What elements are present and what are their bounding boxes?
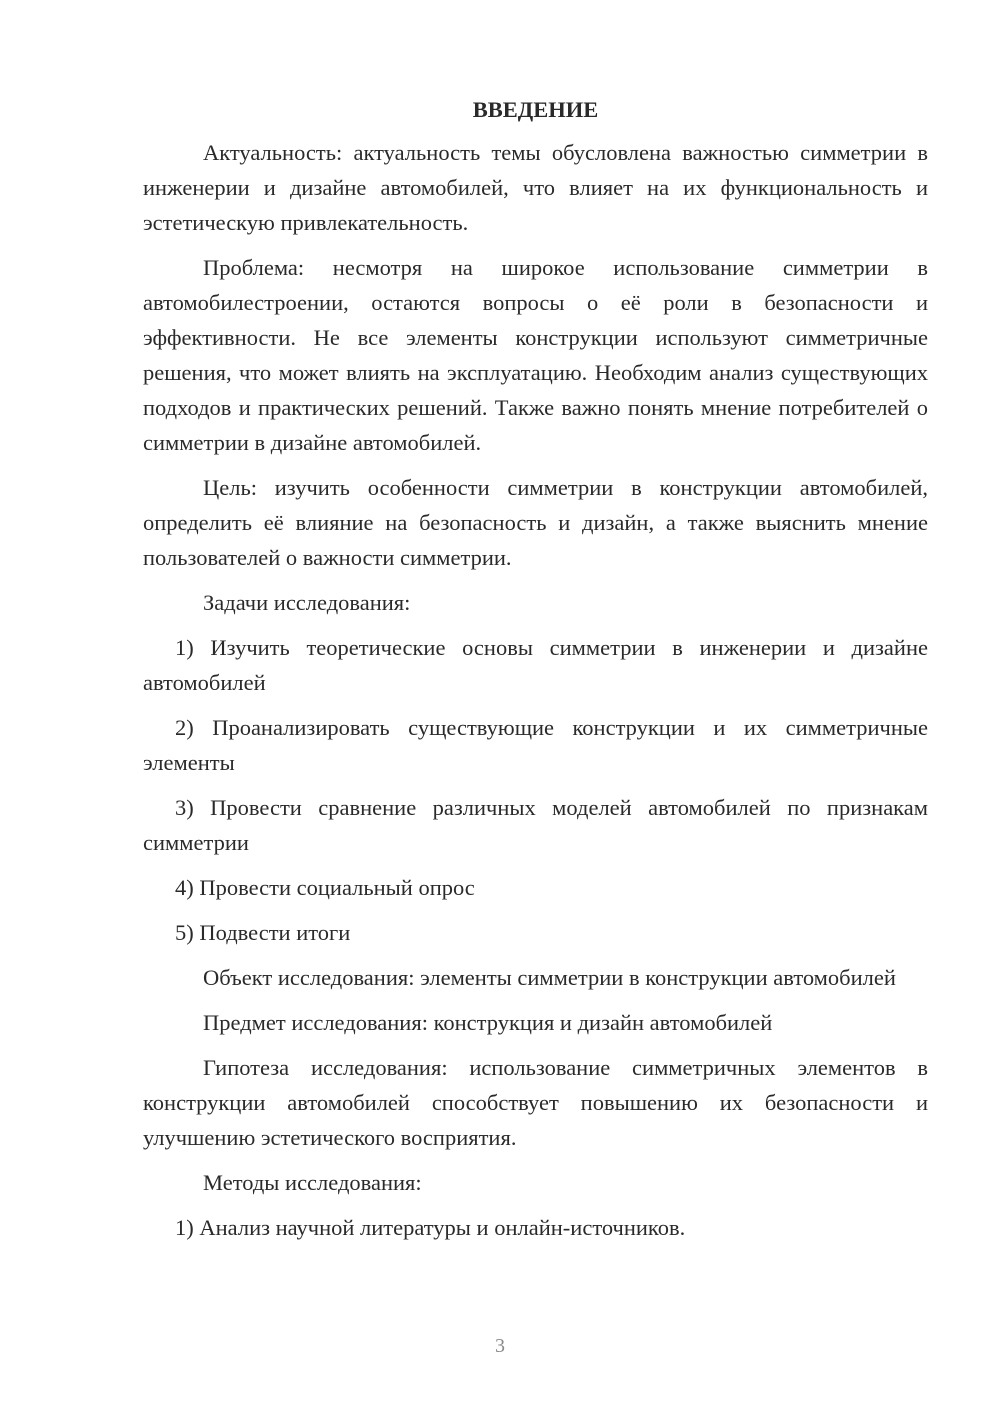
methods-title: Методы исследования:	[203, 1170, 422, 1195]
relevance-paragraph: Актуальность: актуальность темы обусловлена важностью симметрии в инженерии и дизайне автомобилей, что влияет на их функциональность и эстетическую привлекательность.	[143, 140, 928, 235]
hypothesis-paragraph: Гипотеза исследования: использование симметричных элементов в конструкции автомобилей способствует повышению их безопасности и улучшению эстетического восприятия.	[143, 1055, 928, 1150]
document-body	[143, 96, 928, 1255]
task-item-1: 1) Изучить теоретические основы симметрии в инженерии и дизайне автомобилей	[143, 635, 928, 695]
goal-paragraph: Цель: изучить особенности симметрии в конструкции автомобилей, определить её влияние на безопасность и дизайн, а также выяснить мнение пользователей о важности симметрии.	[143, 475, 928, 570]
subject-paragraph: Предмет исследования: конструкция и дизайн автомобилей	[203, 1010, 773, 1035]
task-item-2: 2) Проанализировать существующие конструкции и их симметричные элементы	[143, 715, 928, 775]
task-item-5: 5) Подвести итоги	[175, 920, 351, 945]
tasks-title: Задачи исследования:	[203, 590, 411, 615]
object-paragraph: Объект исследования: элементы симметрии в конструкции автомобилей	[203, 965, 896, 990]
method-item-1: 1) Анализ научной литературы и онлайн-источников.	[175, 1215, 686, 1240]
task-item-3: 3) Провести сравнение различных моделей автомобилей по признакам симметрии	[143, 795, 928, 855]
section-heading: ВВЕДЕНИЕ	[472, 97, 599, 122]
page-number: 3	[495, 1335, 505, 1357]
problem-paragraph: Проблема: несмотря на широкое использование симметрии в автомобилестроении, остаются вопросы о её роли в безопасности и эффективности. Не все элементы конструкции используют симметричные решения, что может влиять на эксплуатацию. Необходим анализ существующих подходов и практических решений. Также важно понять мнение потребителей о симметрии в дизайне автомобилей.	[143, 255, 928, 455]
task-item-4: 4) Провести социальный опрос	[175, 875, 475, 900]
